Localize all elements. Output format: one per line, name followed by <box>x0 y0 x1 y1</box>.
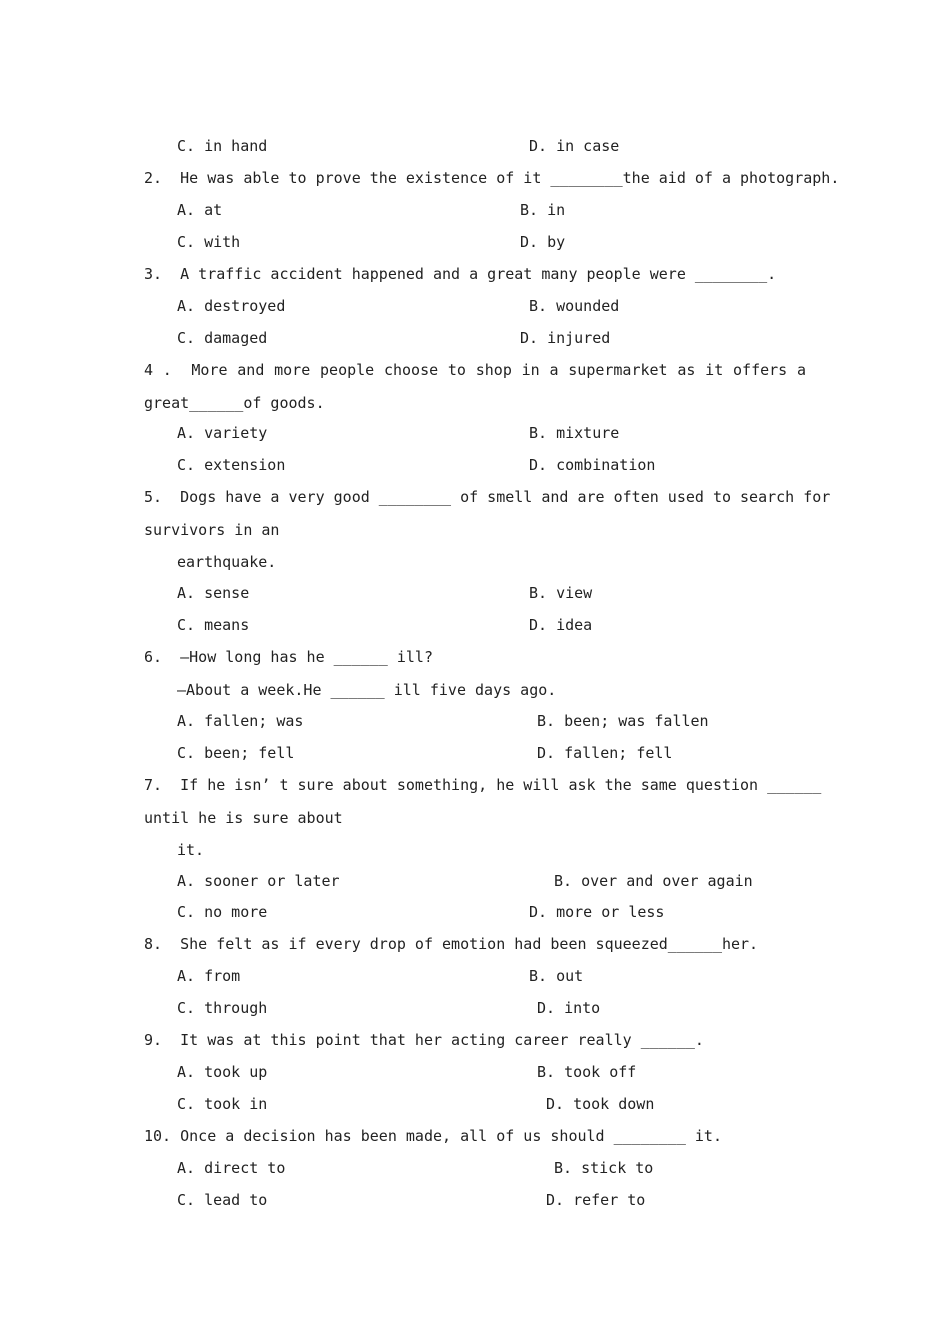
option-c: C. means <box>177 616 250 634</box>
option-c: C. damaged <box>177 329 268 347</box>
option-c: C. no more <box>177 903 268 921</box>
option-b: B. in <box>520 201 566 219</box>
question-7-continued: until he is sure about <box>144 809 343 827</box>
option-b: B. out <box>529 967 584 985</box>
question-5-continued: earthquake. <box>177 553 277 571</box>
option-a: A. sooner or later <box>177 872 340 890</box>
option-c: C. extension <box>177 456 286 474</box>
question-3: 3. A traffic accident happened and a great many people were ________. <box>144 265 777 283</box>
question-2: 2. He was able to prove the existence of it ________the aid of a photograph. <box>144 169 840 187</box>
question-7: 7. If he isn’ t sure about something, he will ask the same question ______ <box>144 776 822 794</box>
option-d: D. by <box>520 233 566 251</box>
question-9: 9. It was at this point that her acting career really ______. <box>144 1031 704 1049</box>
option-b: B. over and over again <box>554 872 753 890</box>
option-a: A. took up <box>177 1063 268 1081</box>
question-6-reply: —About a week.He ______ ill five days ago. <box>177 681 557 699</box>
option-d: D. idea <box>529 616 593 634</box>
option-d: D. combination <box>529 456 656 474</box>
option-d: D. into <box>537 999 601 1017</box>
option-a: A. variety <box>177 424 268 442</box>
option-c: C. been; fell <box>177 744 295 762</box>
option-d: D. fallen; fell <box>537 744 673 762</box>
option-d: D. more or less <box>529 903 665 921</box>
option-c: C. in hand <box>177 137 268 155</box>
option-c: C. with <box>177 233 241 251</box>
option-a: A. from <box>177 967 241 985</box>
option-c: C. took in <box>177 1095 268 1113</box>
option-d: D. in case <box>529 137 620 155</box>
option-c: C. lead to <box>177 1191 268 1209</box>
option-b: B. stick to <box>554 1159 654 1177</box>
option-b: B. mixture <box>529 424 620 442</box>
option-d: D. took down <box>546 1095 655 1113</box>
option-c: C. through <box>177 999 268 1017</box>
question-6: 6. —How long has he ______ ill? <box>144 648 433 666</box>
option-a: A. at <box>177 201 223 219</box>
question-5: 5. Dogs have a very good ________ of smell and are often used to search for <box>144 488 831 506</box>
question-5-continued: survivors in an <box>144 521 280 539</box>
option-a: A. fallen; was <box>177 712 304 730</box>
question-7-continued: it. <box>177 841 205 859</box>
option-a: A. sense <box>177 584 250 602</box>
option-a: A. destroyed <box>177 297 286 315</box>
option-d: D. injured <box>520 329 611 347</box>
option-b: B. view <box>529 584 593 602</box>
option-b: B. took off <box>537 1063 637 1081</box>
question-4: 4 . More and more people choose to shop in a supermarket as it offers a <box>144 361 806 379</box>
option-d: D. refer to <box>546 1191 646 1209</box>
question-4-continued: great______of goods. <box>144 394 325 412</box>
option-b: B. been; was fallen <box>537 712 709 730</box>
option-a: A. direct to <box>177 1159 286 1177</box>
option-b: B. wounded <box>529 297 620 315</box>
question-10: 10. Once a decision has been made, all of us should ________ it. <box>144 1127 722 1145</box>
question-8: 8. She felt as if every drop of emotion had been squeezed______her. <box>144 935 759 953</box>
